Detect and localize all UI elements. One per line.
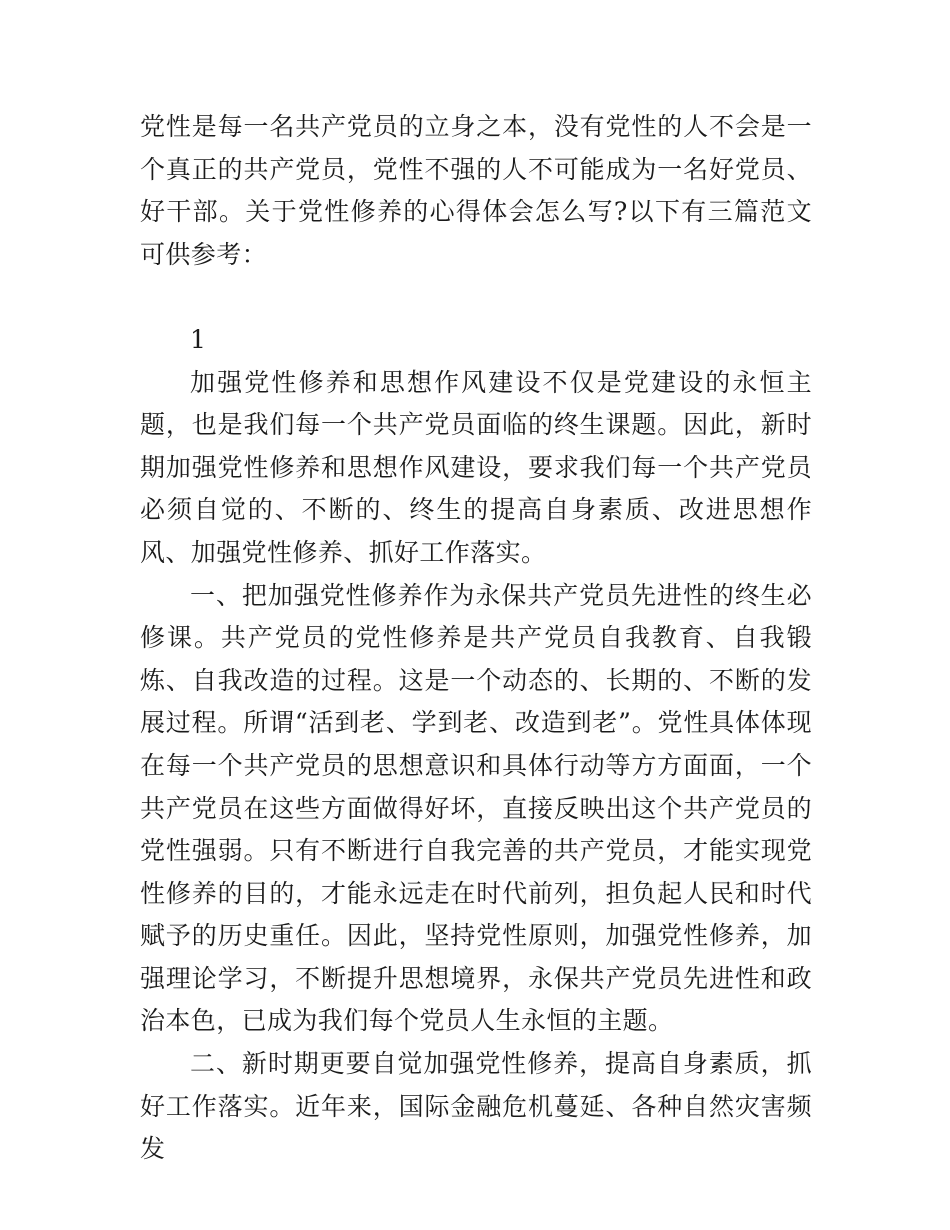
document-body: [140, 106, 812, 1171]
intro-paragraph: 党性是每一名共产党员的立身之本，没有党性的人不会是一个真正的共产党员，党性不强的人不可能成为一名好党员、好干部。关于党性修养的心得体会怎么写?以下有三篇范文可供参考：: [140, 112, 812, 269]
body-paragraph-3: 二、新时期更要自觉加强党性修养，提高自身素质，抓好工作落实。近年来，国际金融危机蔓延、各种自然灾害频发: [140, 1049, 812, 1164]
section-number: 1: [190, 324, 207, 354]
body-paragraph-1: 加强党性修养和思想作风建设不仅是党建设的永恒主题，也是我们每一个共产党员面临的终生课题。因此，新时期加强党性修养和思想作风建设，要求我们每一个共产党员必须自觉的、不断的、终生的提高自身素质、改进思想作风、加强党性修养、抓好工作落实。: [140, 367, 812, 567]
body-paragraph-2: 一、把加强党性修养作为永保共产党员先进性的终生必修课。共产党员的党性修养是共产党员自我教育、自我锻炼、自我改造的过程。这是一个动态的、长期的、不断的发展过程。所谓“活到老、学到老、改造到老”。党性具体体现在每一个共产党员的思想意识和具体行动等方方面面，一个共产党员在这些方面做得好坏，直接反映出这个共产党员的党性强弱。只有不断进行自我完善的共产党员，才能实现党性修养的目的，才能永远走在时代前列，担负起人民和时代赋予的历史重任。因此，坚持党性原则，加强党性修养，加强理论学习，不断提升思想境界，永保共产党员先进性和政治本色，已成为我们每个党员人生永恒的主题。: [140, 580, 812, 1036]
